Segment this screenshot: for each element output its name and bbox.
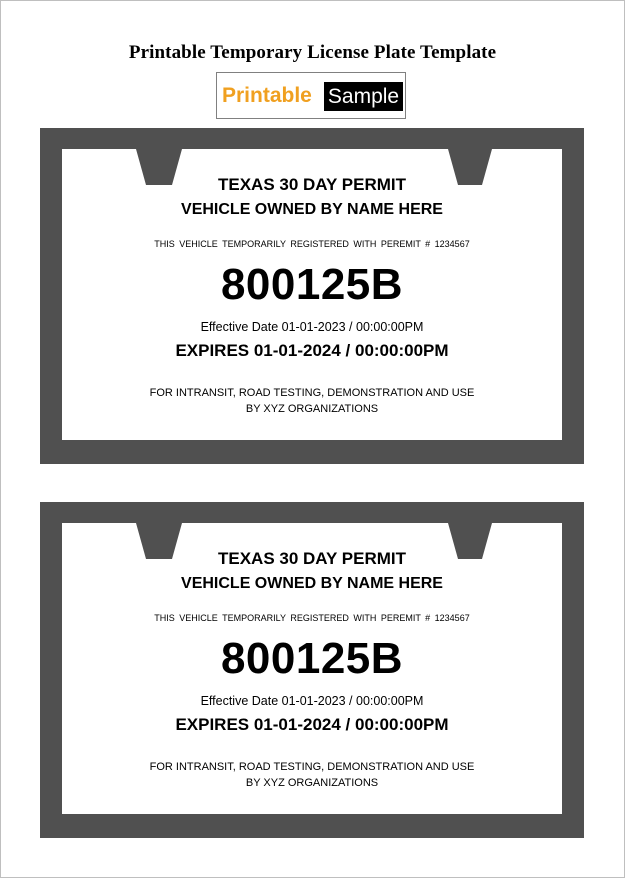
license-plate-1 bbox=[40, 128, 584, 464]
vehicle-owner: VEHICLE OWNED BY NAME HERE bbox=[181, 201, 443, 218]
permit-title: TEXAS 30 DAY PERMIT bbox=[217, 175, 406, 194]
usage-note-line1: FOR INTRANSIT, ROAD TESTING, DEMONSTRATION AND USE bbox=[149, 761, 475, 773]
mount-hole-right bbox=[460, 531, 472, 545]
expiry-date: EXPIRES 01-01-2024 / 00:00:00PM bbox=[175, 715, 449, 734]
registration-note: THIS VEHICLE TEMPORARILY REGISTERED WITH PEREMIT # 1234567 bbox=[154, 239, 470, 249]
mount-hole-left bbox=[153, 157, 165, 171]
usage-note-line2: BY XYZ ORGANIZATIONS bbox=[245, 403, 379, 415]
effective-date: Effective Date 01-01-2023 / 00:00:00PM bbox=[200, 320, 424, 334]
usage-note-line2: BY XYZ ORGANIZATIONS bbox=[245, 777, 379, 789]
plate-number: 800125B bbox=[220, 634, 404, 683]
brand-logo bbox=[216, 72, 406, 119]
registration-note: THIS VEHICLE TEMPORARILY REGISTERED WITH PEREMIT # 1234567 bbox=[154, 613, 470, 623]
vehicle-owner: VEHICLE OWNED BY NAME HERE bbox=[181, 575, 443, 592]
license-plate-2 bbox=[40, 502, 584, 838]
usage-note-line1: FOR INTRANSIT, ROAD TESTING, DEMONSTRATION AND USE bbox=[149, 387, 475, 399]
mount-hole-right bbox=[460, 157, 472, 171]
logo-text-sample: Sample bbox=[324, 82, 403, 111]
page-title: Printable Temporary License Plate Template bbox=[128, 42, 497, 63]
expiry-date: EXPIRES 01-01-2024 / 00:00:00PM bbox=[175, 341, 449, 360]
plate-number: 800125B bbox=[220, 260, 404, 309]
logo-text-printable: Printable bbox=[222, 84, 312, 107]
mount-hole-left bbox=[153, 531, 165, 545]
permit-title: TEXAS 30 DAY PERMIT bbox=[217, 549, 406, 568]
effective-date: Effective Date 01-01-2023 / 00:00:00PM bbox=[200, 694, 424, 708]
